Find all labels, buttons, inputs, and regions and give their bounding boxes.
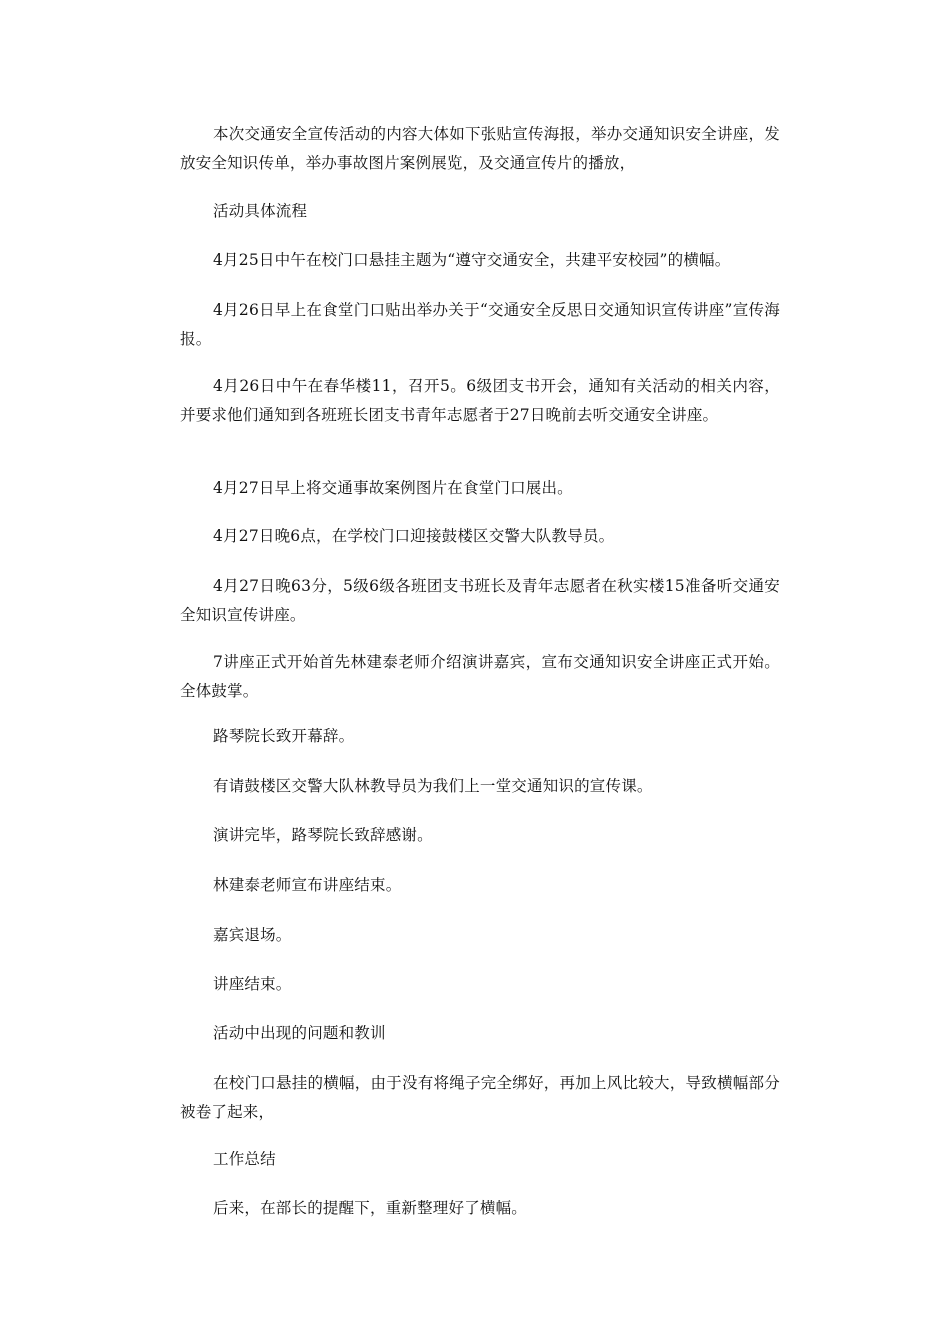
heading-activity-process: 活动具体流程 xyxy=(213,202,308,220)
paragraph-lecture-start: 7讲座正式开始首先林建泰老师介绍演讲嘉宾，宣布交通知识安全讲座正式开始。全体鼓掌。 xyxy=(180,653,780,700)
paragraph-banner-fixed: 后来，在部长的提醒下，重新整理好了横幅。 xyxy=(213,1199,528,1217)
paragraph-lecture-end: 讲座结束。 xyxy=(213,975,292,993)
paragraph-intro: 本次交通安全宣传活动的内容大体如下张贴宣传海报，举办交通知识安全讲座，发放安全知识传单，举办事故图片案例展览，及交通宣传片的播放， xyxy=(180,125,780,172)
paragraph-guests-exit: 嘉宾退场。 xyxy=(213,926,292,944)
paragraph-lecture-class: 有请鼓楼区交警大队林教导员为我们上一堂交通知识的宣传课。 xyxy=(213,777,653,795)
paragraph-apr26-poster: 4月26日早上在食堂门口贴出举办关于“交通安全反思日交通知识宣传讲座”宣传海报。 xyxy=(180,301,780,348)
heading-work-summary: 工作总结 xyxy=(213,1150,276,1168)
paragraph-apr27-exhibit: 4月27日早上将交通事故案例图片在食堂门口展出。 xyxy=(213,479,573,497)
paragraph-apr25-banner: 4月25日中午在校门口悬挂主题为“遵守交通安全，共建平安校园”的横幅。 xyxy=(213,251,731,269)
paragraph-apr27-gather: 4月27日晚63分，5级6级各班团支书班长及青年志愿者在秋实楼15准备听交通安全知识宣传讲座。 xyxy=(180,577,780,624)
paragraph-thanks: 演讲完毕，路琴院长致辞感谢。 xyxy=(213,826,433,844)
paragraph-opening-speech: 路琴院长致开幕辞。 xyxy=(213,727,355,745)
heading-problems-lessons: 活动中出现的问题和教训 xyxy=(213,1024,386,1042)
paragraph-apr27-welcome: 4月27日晚6点，在学校门口迎接鼓楼区交警大队教导员。 xyxy=(213,527,615,545)
paragraph-apr26-meeting: 4月26日中午在春华楼11，召开5。6级团支书开会，通知有关活动的相关内容，并要求他们通知到各班班长团支书青年志愿者于27日晚前去听交通安全讲座。 xyxy=(180,377,780,424)
paragraph-banner-issue: 在校门口悬挂的横幅，由于没有将绳子完全绑好，再加上风比较大，导致横幅部分被卷了起来， xyxy=(180,1074,780,1121)
paragraph-lecture-close: 林建泰老师宣布讲座结束。 xyxy=(213,876,402,894)
